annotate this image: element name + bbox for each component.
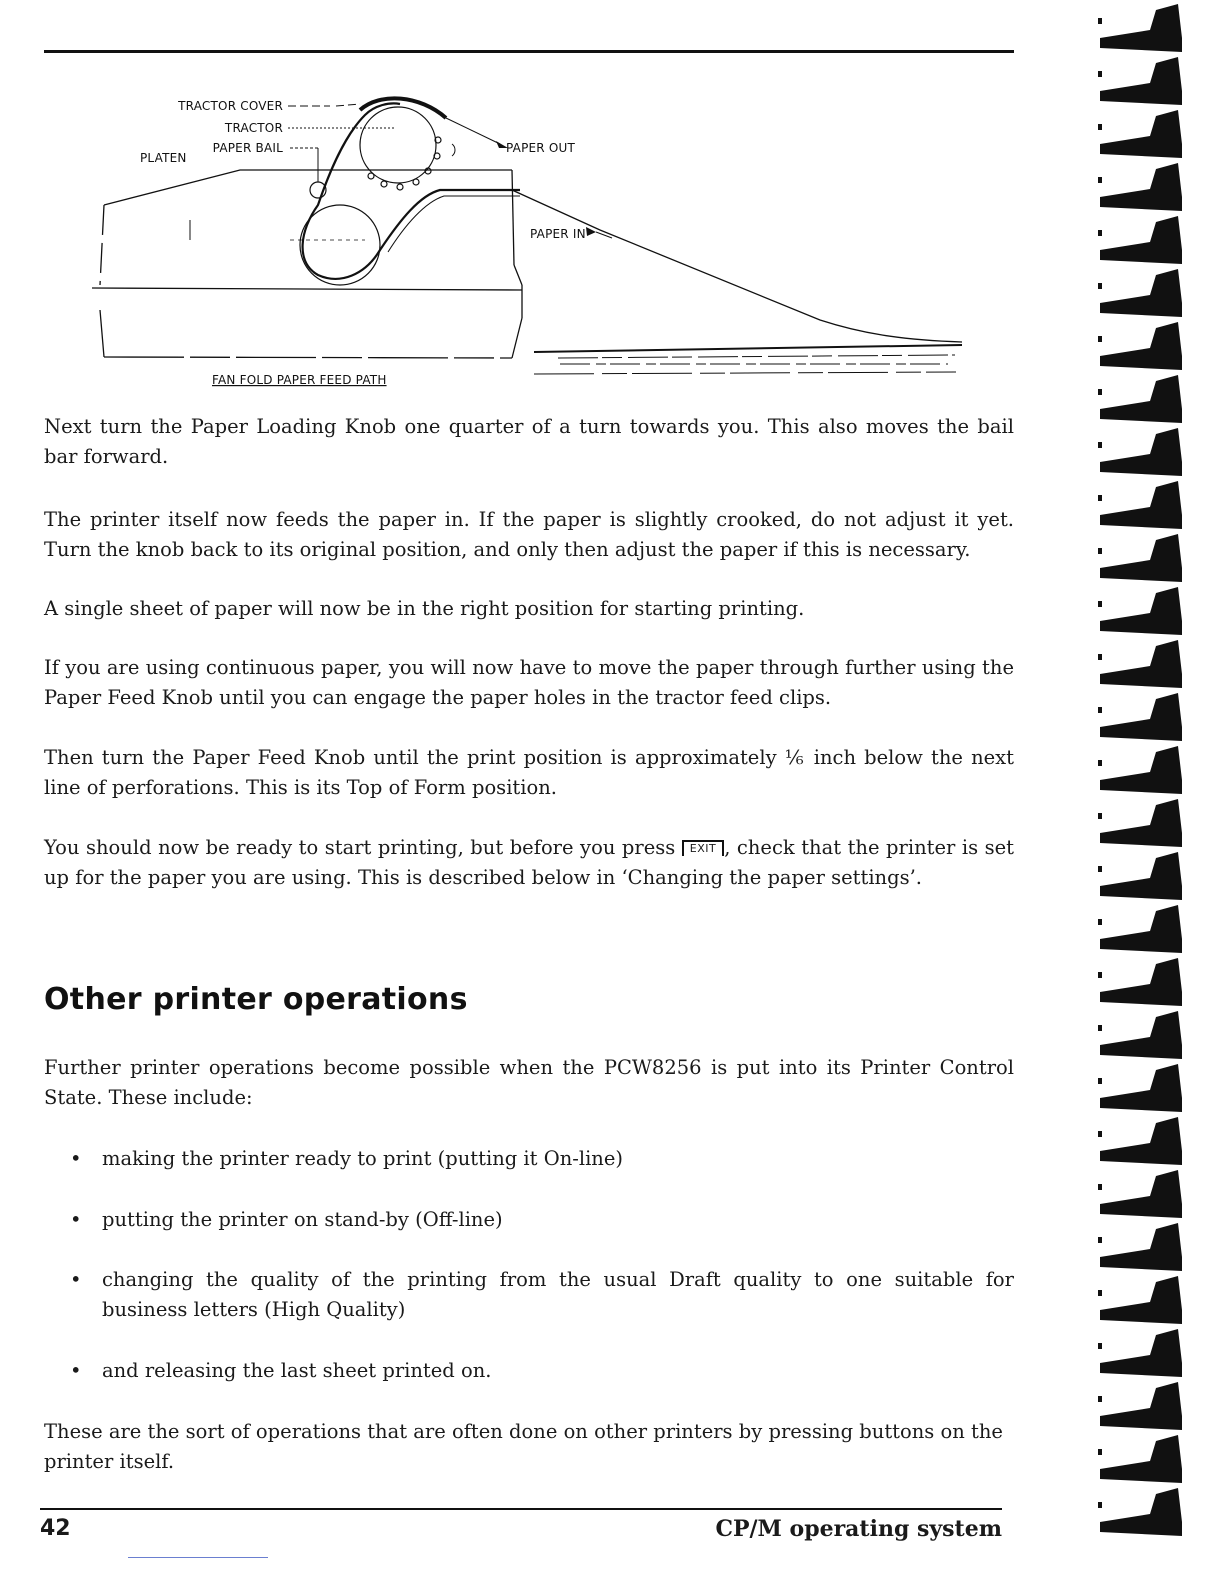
exit-text-before: You should now be ready to start printing, but before you press (44, 836, 682, 859)
binding-coil (1100, 1223, 1182, 1271)
binding-coil (1100, 1329, 1182, 1377)
binding-tick (1098, 760, 1102, 766)
paper-feed-diagram (0, 0, 1224, 400)
list-item: • putting the printer on stand-by (Off-line) (70, 1208, 503, 1231)
label-tractor-cover: TRACTOR COVER (178, 99, 283, 113)
binding-tick (1098, 601, 1102, 607)
binding-tick (1098, 1184, 1102, 1190)
paragraph-continuous-paper: If you are using continuous paper, you will now have to move the paper through further using the Paper Feed Knob until you can engage the paper holes in the tractor feed clips. (44, 656, 1014, 709)
binding-tick (1098, 1078, 1102, 1084)
binding-tick (1098, 1131, 1102, 1137)
fan-fold-stack (534, 345, 962, 374)
binding-tick (1098, 442, 1102, 448)
binding-coil (1100, 1170, 1182, 1218)
binding-tick (1098, 654, 1102, 660)
binding-coil (1100, 746, 1182, 794)
binding-coil (1100, 269, 1182, 317)
binding-tick (1098, 495, 1102, 501)
binding-tick (1098, 18, 1102, 24)
binding-coil (1100, 4, 1182, 52)
binding-coil (1100, 905, 1182, 953)
page-edge-mark (128, 1557, 268, 1558)
binding-coil (1100, 163, 1182, 211)
binding-tick (1098, 389, 1102, 395)
binding-coil (1100, 587, 1182, 635)
binding-coil (1100, 1064, 1182, 1112)
binding-coil (1100, 1488, 1182, 1536)
binding-coil (1100, 375, 1182, 423)
binding-tick (1098, 124, 1102, 130)
binding-tick (1098, 1237, 1102, 1243)
figure-caption: FAN FOLD PAPER FEED PATH (212, 373, 387, 387)
binding-coil (1100, 1382, 1182, 1430)
binding-tick (1098, 707, 1102, 713)
binding-coil (1100, 322, 1182, 370)
binding-tick (1098, 1343, 1102, 1349)
binding-coil (1100, 693, 1182, 741)
binding-coil (1100, 57, 1182, 105)
label-paper-in: PAPER IN (530, 227, 586, 241)
binding-tick (1098, 230, 1102, 236)
binding-coil (1100, 852, 1182, 900)
binding-tick (1098, 1025, 1102, 1031)
binding-tick (1098, 813, 1102, 819)
binding-tick (1098, 1449, 1102, 1455)
binding-coil (1100, 216, 1182, 264)
paper-in-arrow-icon (586, 227, 596, 236)
platen-roller (300, 205, 380, 285)
paragraph-single-sheet: A single sheet of paper will now be in the right position for starting printing. (44, 597, 805, 620)
binding-coil (1100, 640, 1182, 688)
exit-key: EXIT (682, 840, 724, 856)
binding-tick (1098, 548, 1102, 554)
label-tractor: TRACTOR (224, 121, 283, 135)
list-item: • making the printer ready to print (putting it On-line) (70, 1147, 624, 1170)
paper-path (303, 103, 520, 278)
binding-tick (1098, 1396, 1102, 1402)
binding-coil (1100, 481, 1182, 529)
binding-coil (1100, 534, 1182, 582)
exit-text-after: , check that the printer is set up for the paper you are using. This is described below in ‘Changing the paper settings’. (44, 836, 1014, 889)
label-platen: PLATEN (140, 151, 187, 165)
list-item: • changing the quality of the printing from the usual Draft quality to one suitable for business letters (High Quality) (70, 1268, 1014, 1321)
binding-coil (1100, 1011, 1182, 1059)
paragraph-top-of-form: Then turn the Paper Feed Knob until the print position is approximately ⅙ inch below the next line of perforations. This is its Top of Form position. (44, 746, 1014, 799)
binding-tick (1098, 972, 1102, 978)
binding-tick (1098, 1502, 1102, 1508)
binding-coil (1100, 1276, 1182, 1324)
list-item: • and releasing the last sheet printed on. (70, 1359, 492, 1382)
footer-rule (40, 1508, 1002, 1510)
binding-coil (1100, 799, 1182, 847)
footer-title: CP/M operating system (715, 1516, 1002, 1542)
section-intro: Further printer operations become possible when the PCW8256 is put into its Printer Control State. These include: (44, 1056, 1014, 1109)
binding-tick (1098, 336, 1102, 342)
paragraph-exit-key (44, 833, 1014, 893)
binding-tick (1098, 283, 1102, 289)
closing-paragraph: These are the sort of operations that are often done on other printers by pressing buttons on the printer itself. (44, 1420, 1003, 1473)
binding-tick (1098, 919, 1102, 925)
tractor-wheel (360, 107, 441, 190)
page-number: 42 (40, 1516, 71, 1541)
binding-coil (1100, 1435, 1182, 1483)
binding-tick (1098, 71, 1102, 77)
paragraph-feeds-paper: The printer itself now feeds the paper in. If the paper is slightly crooked, do not adjust it yet. Turn the knob back to its original position, and only then adjust the paper if this is necessary. (44, 508, 1014, 561)
binding-tick (1098, 177, 1102, 183)
section-heading: Other printer operations (44, 982, 468, 1017)
spiral-binding (1090, 0, 1224, 1584)
binding-tick (1098, 866, 1102, 872)
binding-coil (1100, 428, 1182, 476)
paragraph-loading-knob: Next turn the Paper Loading Knob one quarter of a turn towards you. This also moves the bail bar forward. (44, 415, 1014, 468)
label-paper-out: PAPER OUT (506, 141, 576, 155)
binding-coil (1100, 1117, 1182, 1165)
binding-coil (1100, 958, 1182, 1006)
binding-coil (1100, 110, 1182, 158)
binding-tick (1098, 1290, 1102, 1296)
label-paper-bail: PAPER BAIL (212, 141, 283, 155)
